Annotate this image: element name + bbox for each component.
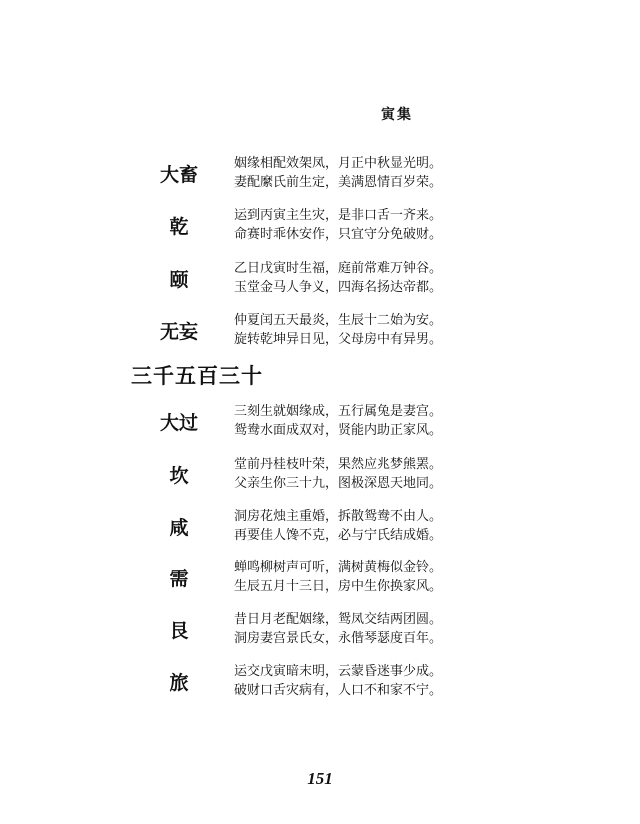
verse-line: 玉堂金马人争义，四海名扬达帝都。	[234, 280, 443, 295]
page-number: 151	[307, 769, 333, 788]
hexagram-label: 旅	[169, 672, 189, 694]
verse-lines	[234, 154, 442, 192]
verse-line: 仲夏闰五天最炎，生辰十二始为安。	[234, 313, 443, 328]
verse-entry	[0, 259, 640, 299]
hexagram-label: 艮	[169, 620, 189, 642]
verse-entry	[0, 558, 640, 598]
verse-entry	[0, 311, 640, 351]
hexagram-label: 乾	[169, 216, 189, 238]
verse-line: 蝉鸣柳树声可听，满树黄梅似金铃。	[234, 560, 443, 575]
verse-lines	[234, 610, 442, 648]
verse-entry	[0, 507, 640, 547]
verse-line: 堂前丹桂枝叶荣，果然应兆梦熊罴。	[234, 457, 443, 472]
verse-lines	[234, 455, 442, 493]
verse-lines	[234, 558, 442, 596]
verse-line: 父亲生你三十九，图极深恩天地同。	[234, 476, 443, 491]
verse-entry	[0, 206, 640, 246]
verse-line: 乙日戊寅时生福，庭前常难万钟谷。	[234, 261, 443, 276]
verse-entry	[0, 662, 640, 702]
section-heading: 三千五百三十	[131, 363, 263, 388]
verse-entry	[0, 154, 640, 194]
hexagram-label: 坎	[169, 465, 189, 487]
verse-line: 旋转乾坤异日见，父母房中有异男。	[234, 332, 443, 347]
hexagram-label: 颐	[169, 269, 189, 291]
verse-lines	[234, 206, 442, 244]
verse-lines	[234, 311, 442, 349]
hexagram-label: 大过	[159, 412, 198, 434]
verse-entry	[0, 455, 640, 495]
hexagram-label: 无妄	[159, 321, 198, 343]
hexagram-label: 需	[169, 568, 189, 590]
verse-line: 命赛时乖休安作，只宜守分免破财。	[234, 227, 443, 242]
hexagram-label: 大畜	[159, 164, 198, 186]
verse-line: 运交戊寅暗末明，云蒙昏迷事少成。	[234, 664, 443, 679]
verse-entry	[0, 402, 640, 442]
verse-lines	[234, 662, 442, 700]
verse-line: 破财口舌灾病有，人口不和家不宁。	[234, 683, 443, 698]
verse-line: 洞房妻宫景氏女，永偕琴瑟度百年。	[234, 631, 443, 646]
verse-line: 洞房花烛主重婚，拆散鸳鸯不由人。	[234, 509, 443, 524]
verse-lines	[234, 507, 442, 545]
verse-lines	[234, 259, 442, 297]
verse-lines	[234, 402, 442, 440]
verse-line: 鸳鸯水面成双对，贤能内助正家风。	[234, 423, 443, 438]
verse-line: 昔日月老配姻缘，鸳凤交结两团圆。	[234, 612, 443, 627]
verse-line: 生辰五月十三日，房中生你换家风。	[234, 579, 443, 594]
verse-line: 姻缘相配效架凤，月正中秋显光明。	[234, 156, 443, 171]
running-header: 寅集	[381, 107, 413, 123]
hexagram-label: 咸	[169, 517, 189, 539]
verse-line: 三刻生就姻缘成，五行属兔是妻宫。	[234, 404, 443, 419]
verse-line: 妻配縻氏前生定，美满恩情百岁荣。	[234, 175, 443, 190]
verse-line: 运到丙寅主生灾，是非口舌一齐来。	[234, 208, 443, 223]
verse-entry	[0, 610, 640, 650]
verse-line: 再要佳人馋不克，必与宁氏结成婚。	[234, 528, 443, 543]
